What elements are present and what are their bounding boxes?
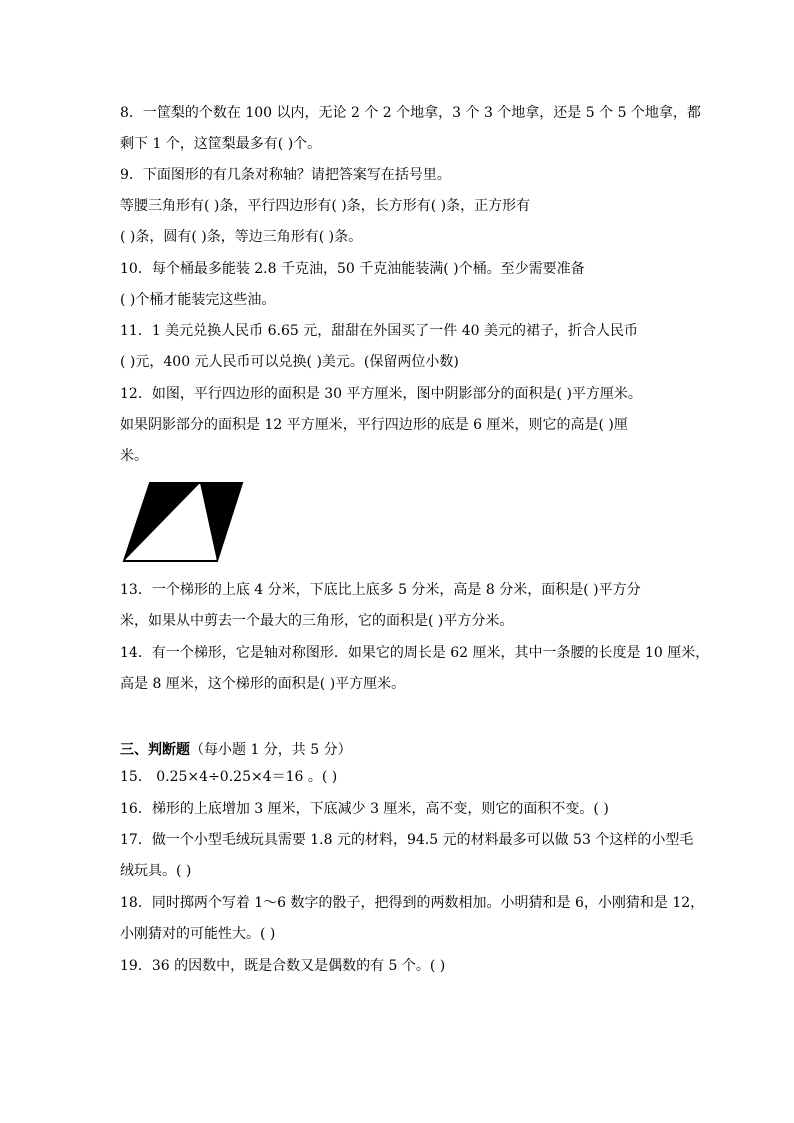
section-3-heading bbox=[120, 741, 352, 759]
q13-line-1: 13．一个梯形的上底 4 分米，下底比上底多 5 分米，高是 8 分米，面积是( )平方分 bbox=[120, 582, 641, 598]
q9-line-3: ( )条，圆有( )条，等边三角形有( )条。 bbox=[120, 229, 363, 245]
q9-line-2: 等腰三角形有( )条，平行四边形有( )条，长方形有( )条，正方形有 bbox=[120, 198, 531, 214]
q18-line-1: 18．同时掷两个写着 1～6 数字的骰子，把得到的两数相加。小明猜和是 6，小刚猜和是 12， bbox=[120, 895, 705, 911]
q13-line-2: 米，如果从中剪去一个最大的三角形，它的面积是( )平方分米。 bbox=[120, 613, 514, 629]
section-3-note: （每小题 1 分，共 5 分） bbox=[190, 742, 352, 758]
q16-line-1: 16．梯形的上底增加 3 厘米，下底减少 3 厘米，高不变，则它的面积不变。( ) bbox=[120, 801, 609, 817]
q14-line-2: 高是 8 厘米，这个梯形的面积是( )平方厘米。 bbox=[120, 676, 406, 692]
q17-line-1: 17．做一个小型毛绒玩具需要 1.8 元的材料，94.5 元的材料最多可以做 53 个这样的小型毛 bbox=[120, 832, 694, 848]
q12-line-1: 12．如图，平行四边形的面积是 30 平方厘米，图中阴影部分的面积是( )平方厘米。 bbox=[120, 386, 642, 402]
q8-line-2: 剩下 1 个，这筐梨最多有( )个。 bbox=[120, 136, 322, 152]
q12-line-3: 米。 bbox=[120, 448, 148, 464]
q18-line-2: 小刚猜对的可能性大。( ) bbox=[120, 926, 276, 942]
parallelogram-figure bbox=[122, 482, 244, 564]
q11-line-1: 11．1 美元兑换人民币 6.65 元，甜甜在外国买了一件 40 美元的裙子，折合人民币 bbox=[120, 323, 638, 339]
q10-line-1: 10．每个桶最多能装 2.8 千克油，50 千克油能装满( )个桶。至少需要准备 bbox=[120, 261, 585, 277]
q14-line-1: 14．有一个梯形，它是轴对称图形．如果它的周长是 62 厘米，其中一条腰的长度是 10 厘米， bbox=[120, 645, 710, 661]
q19-line-1: 19．36 的因数中，既是合数又是偶数的有 5 个。( ) bbox=[120, 958, 446, 974]
q8-line-1: 8．一筐梨的个数在 100 以内，无论 2 个 2 个地拿，3 个 3 个地拿，还是 5 个 5 个地拿，都 bbox=[120, 105, 701, 121]
q9-line-1: 9．下面图形的有几条对称轴？请把答案写在括号里。 bbox=[120, 167, 451, 183]
q15-line-1: 15． 0.25×4÷0.25×4＝16 。( ) bbox=[120, 769, 338, 785]
q10-line-2: ( )个桶才能装完这些油。 bbox=[120, 292, 276, 308]
q11-line-2: ( )元，400 元人民币可以兑换( )美元。(保留两位小数) bbox=[120, 354, 459, 370]
q17-line-2: 绒玩具。( ) bbox=[120, 863, 192, 879]
section-3-title: 三、判断题 bbox=[120, 742, 190, 758]
q12-line-2: 如果阴影部分的面积是 12 平方厘米，平行四边形的底是 6 厘米，则它的高是( )厘 bbox=[120, 417, 628, 433]
